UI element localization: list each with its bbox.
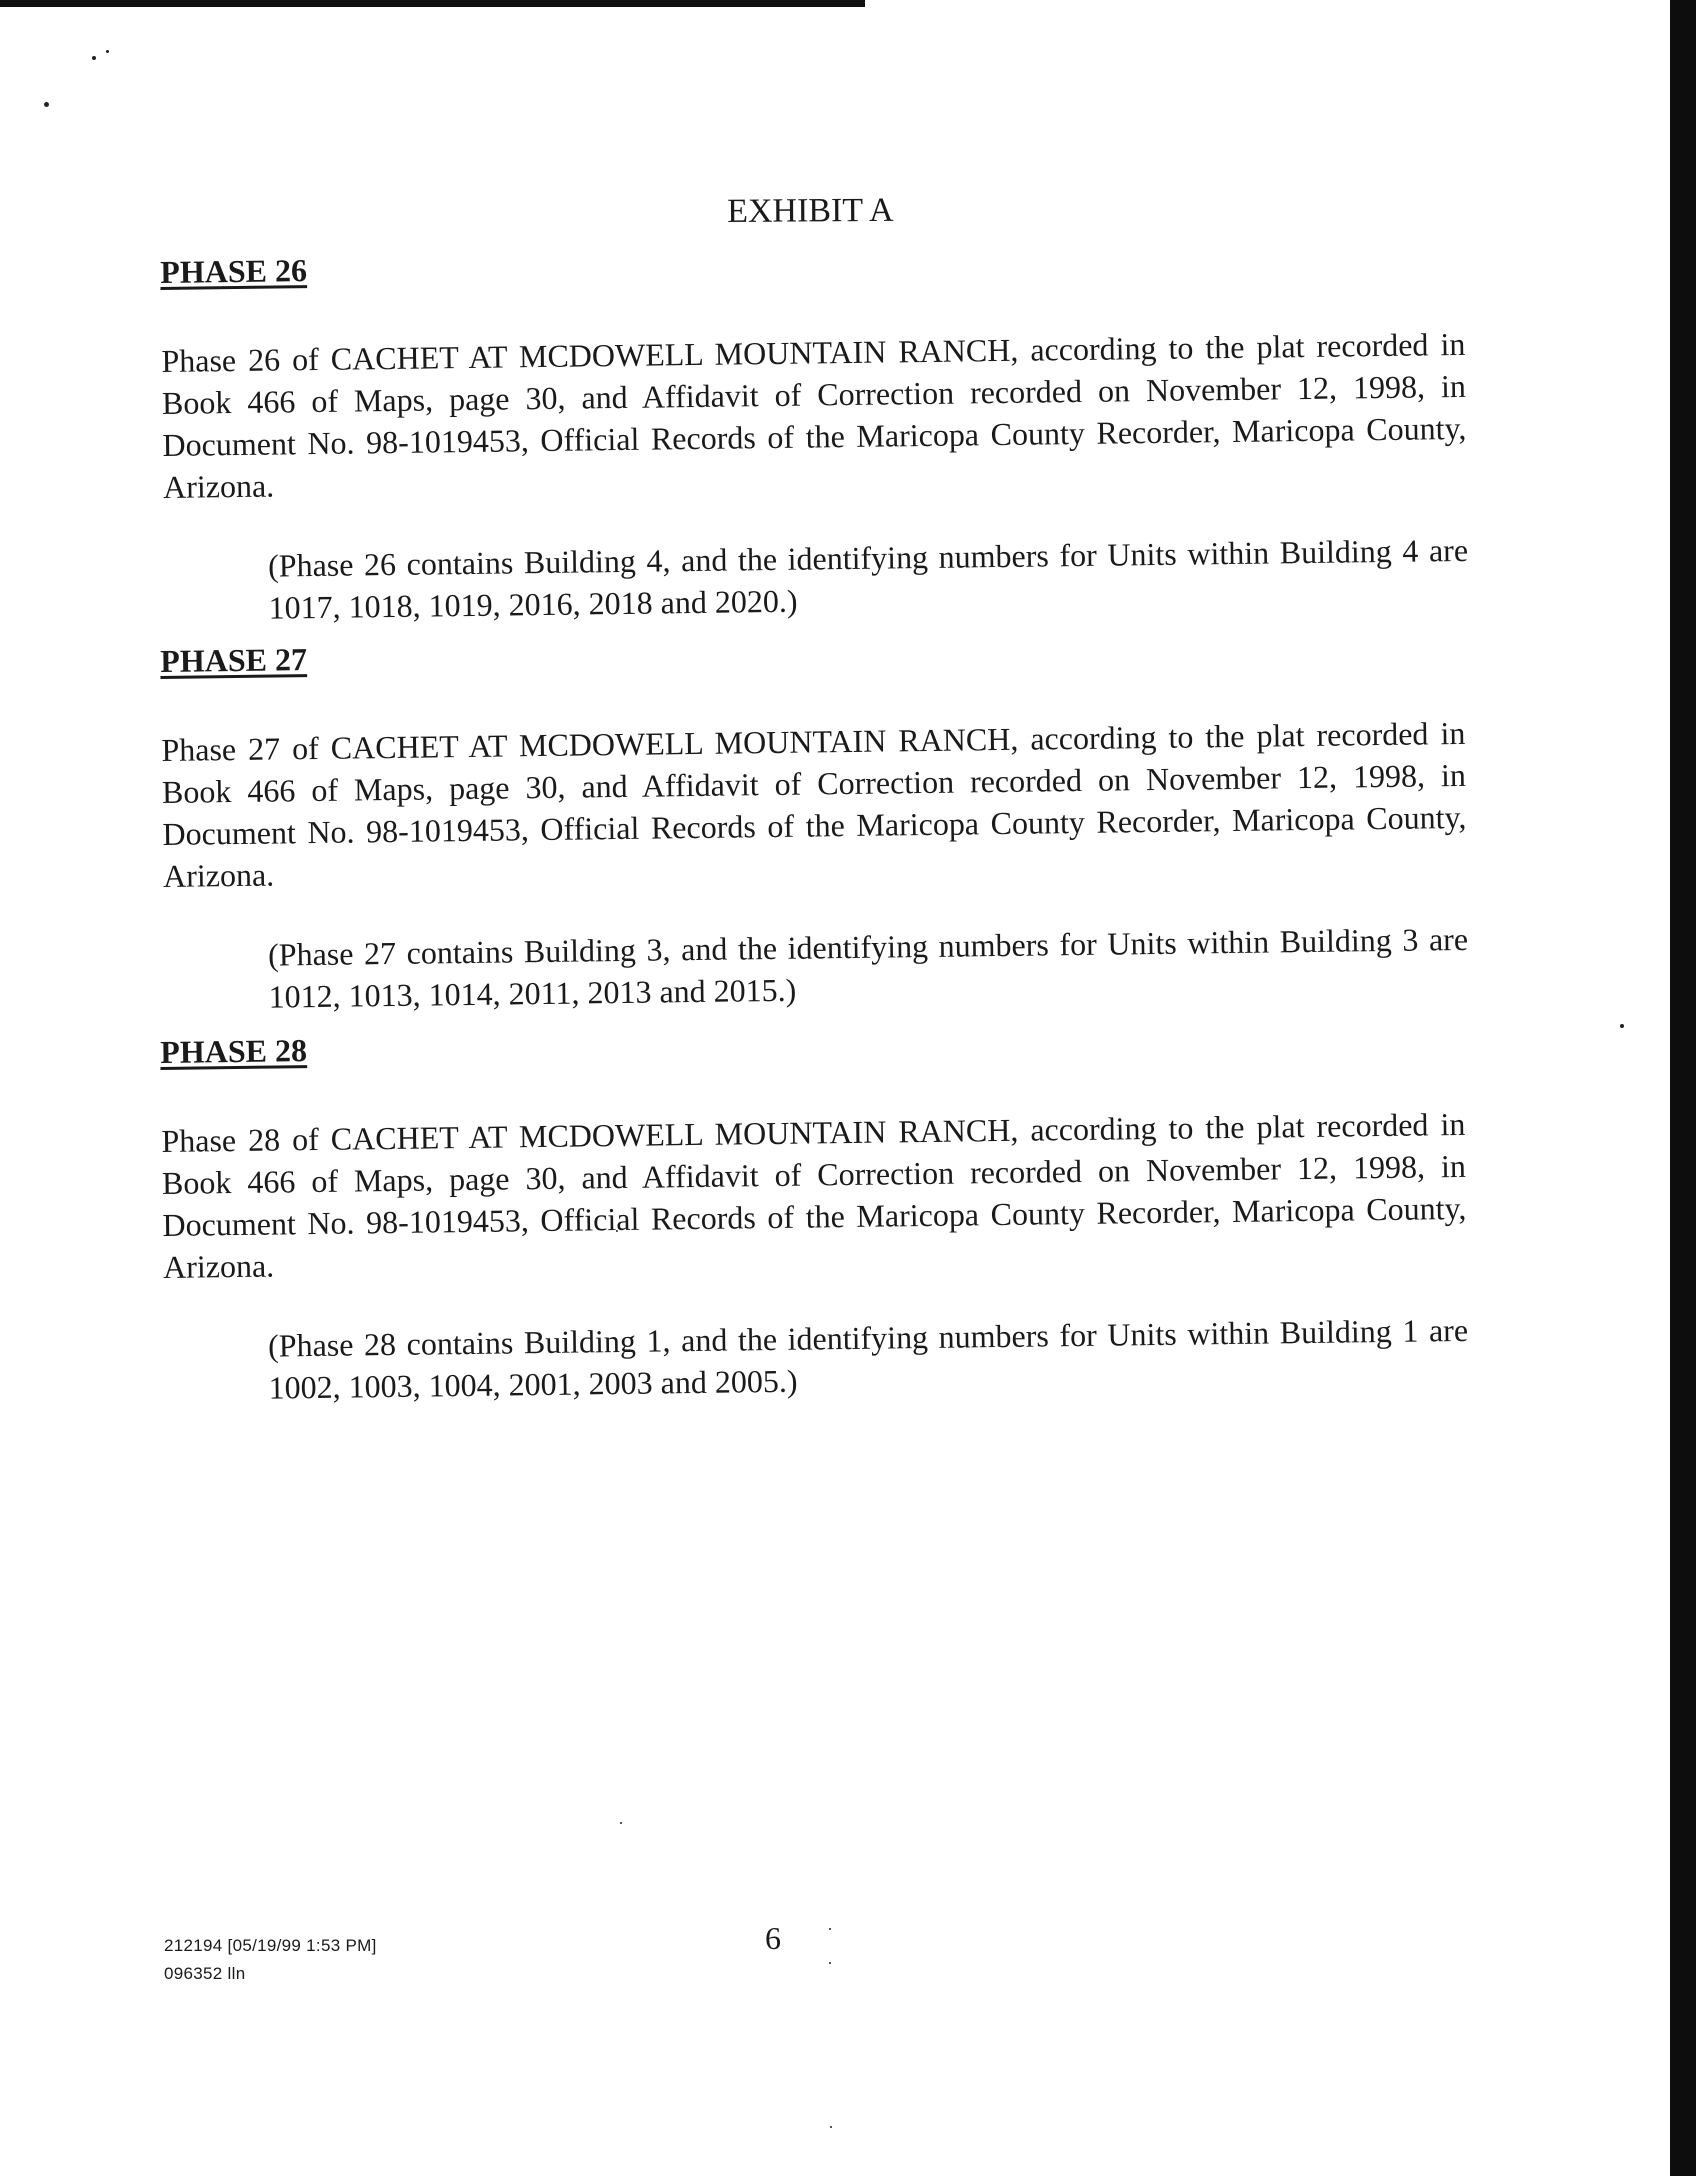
scan-speck [620,1822,622,1824]
phase-section-28 [160,1015,1475,1410]
scan-speck [829,1928,831,1930]
exhibit-title: EXHIBIT A [727,191,894,230]
footer-document-code: 212194 [05/19/99 1:53 PM] [164,1936,377,1955]
scan-right-edge [1670,0,1696,2176]
scan-speck [829,1962,831,1964]
phase-description: Phase 26 of CACHET AT MCDOWELL MOUNTAIN RANCH, according to the plat recorded in Book 466 of Maps, page 30, and Affidavit of Correction recorded on November 12, 1998, in Document No. 98-1019453, Official Records of the Maricopa County Recorder, Maricopa County, Arizona. [161,325,1467,505]
phase-section-27 [160,624,1475,1019]
footer-file-code: 096352 lln [164,1964,246,1983]
phase-units-note: (Phase 27 contains Building 3, and the identifying numbers for Units within Building 3 are 1012, 1013, 1014, 2011, 2013 and 2015.) [267,920,1469,1015]
scan-speck [106,50,109,53]
scan-speck [44,102,49,107]
phase-units-note: (Phase 28 contains Building 1, and the identifying numbers for Units within Building 1 are 1002, 1003, 1004, 2001, 2003 and 2005.) [267,1311,1469,1406]
phase-heading: PHASE 26 [160,252,308,290]
scan-top-edge [0,0,865,7]
phase-description: Phase 28 of CACHET AT MCDOWELL MOUNTAIN RANCH, according to the plat recorded in Book 466 of Maps, page 30, and Affidavit of Correction recorded on November 12, 1998, in Document No. 98-1019453, Official Records of the Maricopa County Recorder, Maricopa County, Arizona. [161,1105,1467,1285]
phase-heading: PHASE 27 [160,641,308,679]
phase-section-26 [160,235,1475,630]
phase-units-note: (Phase 26 contains Building 4, and the identifying numbers for Units within Building 4 are 1017, 1018, 1019, 2016, 2018 and 2020.) [267,531,1469,626]
scan-speck [92,56,96,60]
page-number: 6 [765,1920,781,1956]
phase-heading: PHASE 28 [160,1032,308,1070]
scan-speck [1620,1024,1624,1028]
scan-speck [830,2126,832,2128]
phase-description: Phase 27 of CACHET AT MCDOWELL MOUNTAIN RANCH, according to the plat recorded in Book 466 of Maps, page 30, and Affidavit of Correction recorded on November 12, 1998, in Document No. 98-1019453, Official Records of the Maricopa County Recorder, Maricopa County, Arizona. [161,714,1467,894]
